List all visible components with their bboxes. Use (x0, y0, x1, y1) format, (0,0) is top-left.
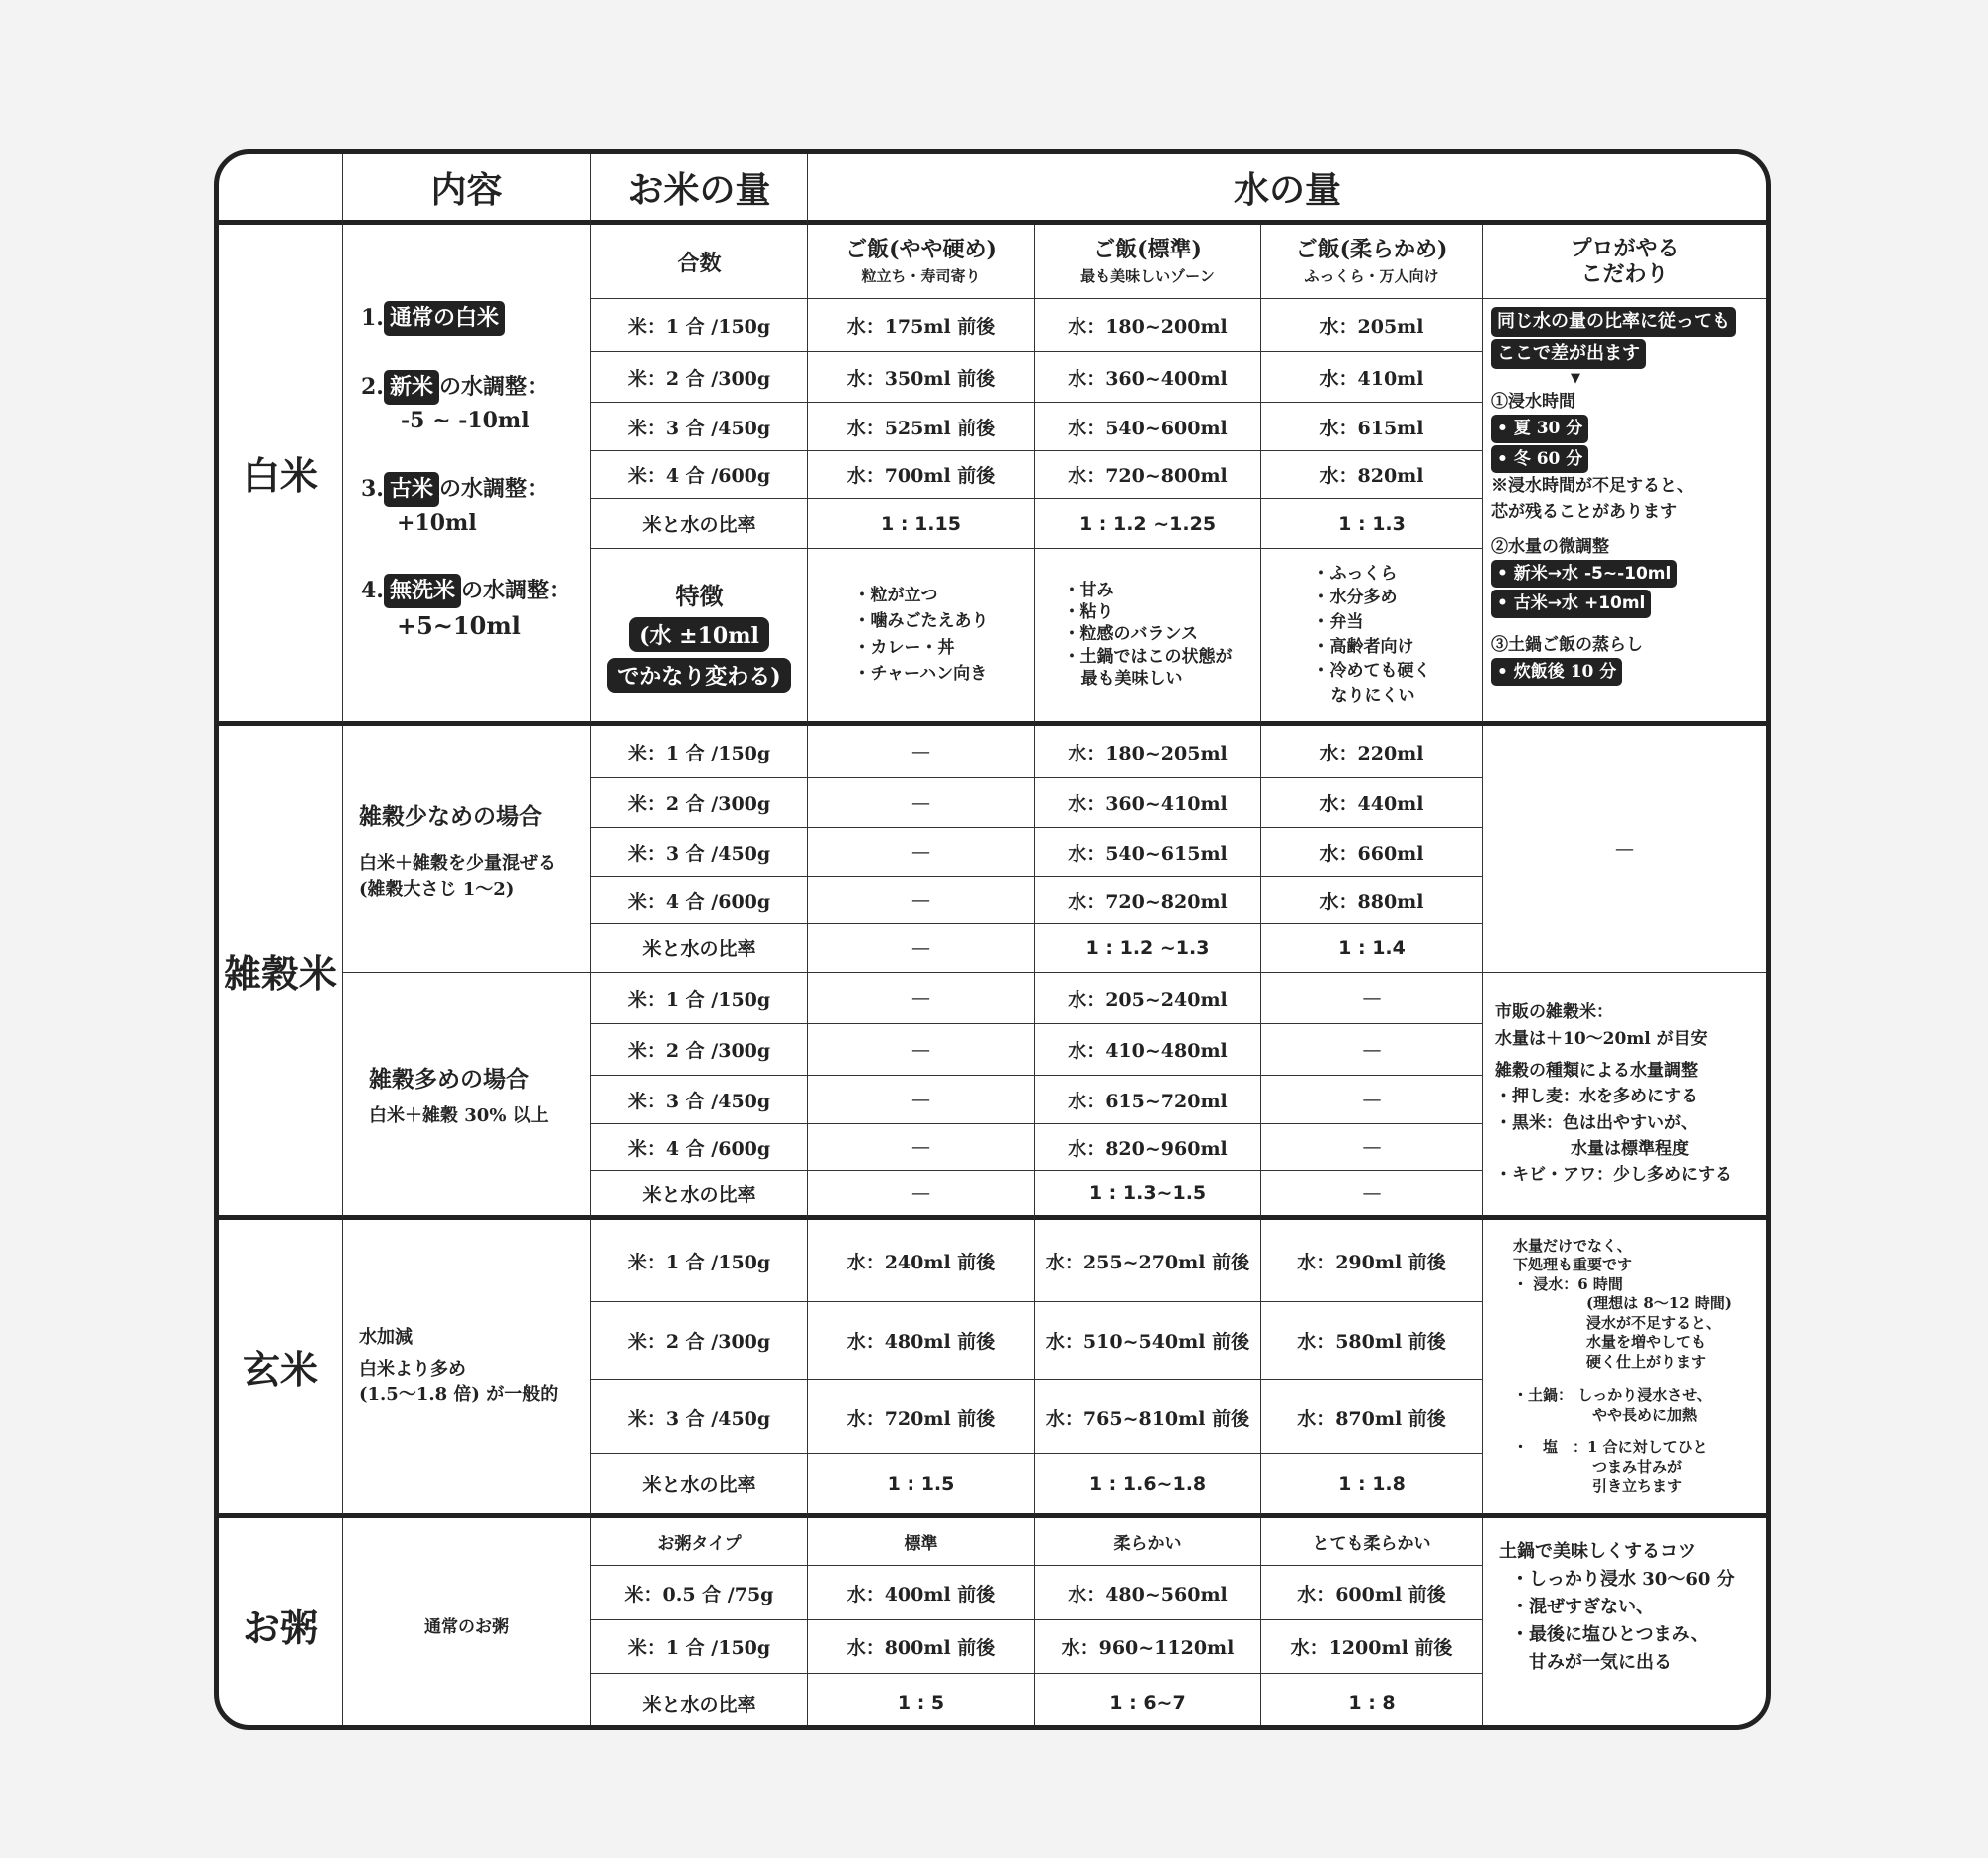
subheader-standard-title: ご飯(標準) (1093, 236, 1202, 262)
grain-low-ratio-label: 米と水の比率 (591, 924, 808, 973)
grain-high-pro (1483, 973, 1766, 1220)
feature-soft-item: ・水分多め (1312, 588, 1398, 608)
brown-ratio-standard: 1 : 1.6~1.8 (1035, 1454, 1261, 1518)
grain-high-ratio-label: 米と水の比率 (591, 1171, 808, 1220)
brown-desc-3: (1.5～1.8 倍) が一般的 (359, 1383, 559, 1405)
porridge-pro-line: 甘みが一気に出る (1529, 1651, 1672, 1673)
brown-pro-line: ・土鍋： しっかり浸水させ、 (1513, 1386, 1712, 1404)
porridge-pro-line: ・最後に塩ひとつまみ、 (1511, 1623, 1709, 1645)
grain-high-title: 雑穀多めの場合 (369, 1066, 529, 1093)
porridge-ratio-soft: 1 : 6~7 (1035, 1674, 1261, 1730)
white-item-2-value: -5 ~ -10ml (401, 408, 530, 434)
grain-high-ratio-firm: — (808, 1171, 1035, 1220)
grain-low-row-2-firm: — (808, 778, 1035, 828)
brown-pro-line: 水量だけでなく、 (1513, 1236, 1632, 1255)
features-firm-list (854, 583, 989, 687)
feature-standard-item: ・土鍋ではこの状態が (1063, 646, 1233, 667)
porridge-head-type: お粥タイプ (591, 1518, 808, 1566)
white-features-soft (1261, 549, 1483, 726)
subheader-soft (1261, 225, 1483, 299)
porridge-ratio-standard: 1 : 5 (808, 1674, 1035, 1730)
porridge-row-2-standard: 水：800ml 前後 (808, 1620, 1035, 1674)
white-pro-tips (1483, 299, 1766, 726)
grain-high-row-1-rice: 米：1 合 /150g (591, 973, 808, 1024)
porridge-pro-line: ・しっかり浸水 30～60 分 (1511, 1568, 1735, 1590)
subheader-standard-note: 最も美味しいゾーン (1080, 267, 1215, 286)
white-row-3-soft: 水：615ml (1261, 403, 1483, 451)
pro-step-3: ③土鍋ご飯の蒸らし (1491, 634, 1643, 655)
porridge-row-1-soft: 水：480~560ml (1035, 1566, 1261, 1620)
pro-summer: • 夏 30 分 (1491, 415, 1588, 442)
grain-high-row-2-standard: 水：410~480ml (1035, 1024, 1261, 1076)
brown-pro-line: (理想は 8～12 時間) (1586, 1294, 1732, 1312)
grain-pro-line: ・押し麦：水を多めにする (1495, 1087, 1698, 1107)
grain-low-ratio-standard: 1 : 1.2 ~1.3 (1035, 924, 1261, 973)
white-item-2-num: 2. (361, 374, 384, 401)
grain-high-ratio-soft: — (1261, 1171, 1483, 1220)
white-item-1-num: 1. (361, 305, 384, 332)
feature-title: 特徴 (675, 582, 724, 610)
grain-high-row-4-firm: — (808, 1124, 1035, 1171)
white-row-4-standard: 水：720~800ml (1035, 451, 1261, 499)
grain-low-content (343, 726, 591, 973)
pro-steam: • 炊飯後 10 分 (1491, 658, 1622, 686)
grain-low-row-4-rice: 米：4 合 /600g (591, 877, 808, 924)
pro-winter: • 冬 60 分 (1491, 445, 1588, 473)
grain-low-row-1-soft: 水：220ml (1261, 726, 1483, 778)
white-item-3-num: 3. (361, 475, 384, 502)
down-arrow-icon: ▼ (1571, 370, 1580, 386)
grain-low-row-4-soft: 水：880ml (1261, 877, 1483, 924)
porridge-ratio-very-soft: 1 : 8 (1261, 1674, 1483, 1730)
feature-standard-item: ・粘り (1063, 602, 1114, 623)
white-item-3 (361, 472, 549, 540)
white-item-3-rest: の水調整： (438, 475, 549, 502)
porridge-ratio-label: 米と水の比率 (591, 1674, 808, 1730)
category-white-rice: 白米 (219, 225, 343, 726)
grain-high-row-4-rice: 米：4 合 /600g (591, 1124, 808, 1171)
features-soft-list (1313, 562, 1431, 709)
porridge-row-2-very-soft: 水：1200ml 前後 (1261, 1620, 1483, 1674)
grain-high-row-2-rice: 米：2 合 /300g (591, 1024, 808, 1076)
grain-pro-line: 市販の雑穀米： (1495, 1002, 1613, 1023)
white-feature-label (591, 549, 808, 726)
grain-low-desc-1: 白米＋雑穀を少量混ぜる (359, 852, 556, 874)
grain-low-row-3-rice: 米：3 合 /450g (591, 828, 808, 877)
white-rice-content (343, 225, 591, 726)
subheader-pro: プロがやる こだわり (1483, 225, 1766, 299)
brown-row-1-firm: 水：240ml 前後 (808, 1220, 1035, 1302)
brown-row-3-firm: 水：720ml 前後 (808, 1380, 1035, 1454)
feature-firm-item: ・カレー・丼 (853, 637, 955, 658)
feature-firm-item: ・粒が立つ (853, 585, 938, 605)
brown-pro-line: ・ 浸水：6 時間 (1513, 1274, 1623, 1293)
water-ratio-table-frame (214, 149, 1771, 1730)
grain-high-row-4-soft: — (1261, 1124, 1483, 1171)
grain-pro-line: ・黒米：色は出やすいが、 (1495, 1112, 1698, 1133)
grain-high-row-1-firm: — (808, 973, 1035, 1024)
porridge-pro (1483, 1518, 1766, 1730)
subheader-standard (1035, 225, 1261, 299)
brown-row-2-standard: 水：510~540ml 前後 (1035, 1302, 1261, 1380)
grain-low-row-1-firm: — (808, 726, 1035, 778)
brown-row-2-firm: 水：480ml 前後 (808, 1302, 1035, 1380)
white-item-2-rest: の水調整： (438, 374, 549, 401)
brown-ratio-soft: 1 : 1.8 (1261, 1454, 1483, 1518)
grain-low-row-2-soft: 水：440ml (1261, 778, 1483, 828)
brown-pro-line: やや長めに加熱 (1592, 1405, 1698, 1424)
white-item-4-value: +5~10ml (397, 610, 521, 640)
brown-row-1-standard: 水：255~270ml 前後 (1035, 1220, 1261, 1302)
porridge-row-2-rice: 米：1 合 /150g (591, 1620, 808, 1674)
porridge-row-2-soft: 水：960~1120ml (1035, 1620, 1261, 1674)
white-row-2-soft: 水：410ml (1261, 352, 1483, 403)
grain-low-row-1-rice: 米：1 合 /150g (591, 726, 808, 778)
white-item-2-pill: 新米 (384, 370, 439, 405)
porridge-pro-line: ・混ぜすぎない、 (1511, 1596, 1654, 1617)
feature-firm-item: ・噛みごたえあり (853, 611, 989, 632)
grain-high-ratio-standard: 1 : 1.3~1.5 (1035, 1171, 1261, 1220)
brown-pro-line: 下処理も重要です (1513, 1256, 1633, 1273)
brown-pro-line: 浸水が不足すると、 (1586, 1313, 1722, 1332)
grain-high-row-1-soft: — (1261, 973, 1483, 1024)
white-row-4-rice: 米：4 合 /600g (591, 451, 808, 499)
pro-warn-2: 芯が残ることがあります (1491, 502, 1677, 523)
grain-low-row-4-firm: — (808, 877, 1035, 924)
white-item-1-pill: 通常の白米 (384, 301, 505, 336)
brown-row-3-standard: 水：765~810ml 前後 (1035, 1380, 1261, 1454)
white-ratio-label: 米と水の比率 (591, 499, 808, 549)
grain-high-row-3-soft: — (1261, 1076, 1483, 1124)
grain-low-pro: — (1483, 726, 1766, 973)
white-item-4-rest: の水調整： (460, 577, 571, 603)
white-row-2-firm: 水：350ml 前後 (808, 352, 1035, 403)
grain-low-row-1-standard: 水：180~205ml (1035, 726, 1261, 778)
white-item-2 (361, 370, 549, 437)
grain-low-title: 雑穀少なめの場合 (359, 802, 542, 830)
brown-row-1-soft: 水：290ml 前後 (1261, 1220, 1483, 1302)
feature-pill-1: (水 ±10ml (629, 617, 769, 652)
pro-new-rice: • 新米→水 -5~-10ml (1491, 560, 1677, 588)
feature-firm-item: ・チャーハン向き (853, 663, 988, 684)
water-ratio-table (219, 154, 1766, 1725)
header-content: 内容 (343, 154, 591, 225)
brown-ratio-label: 米と水の比率 (591, 1454, 808, 1518)
grain-high-row-2-soft: — (1261, 1024, 1483, 1076)
grain-high-row-1-standard: 水：205~240ml (1035, 973, 1261, 1024)
grain-low-desc-2: (雑穀大さじ 1～2) (359, 878, 515, 900)
feature-soft-item: ・高齢者向け (1312, 636, 1414, 657)
white-row-2-rice: 米：2 合 /300g (591, 352, 808, 403)
feature-soft-item: ・冷めても硬く (1312, 661, 1431, 682)
grain-high-row-3-firm: — (808, 1076, 1035, 1124)
white-row-3-standard: 水：540~600ml (1035, 403, 1261, 451)
grain-high-desc: 白米＋雑穀 30% 以上 (369, 1105, 549, 1126)
white-item-3-pill: 古米 (384, 472, 439, 507)
porridge-pro-line: 土鍋で美味しくするコツ (1499, 1541, 1696, 1562)
feature-standard-item: ・粒感のバランス (1063, 624, 1198, 645)
feature-standard-item: ・甘み (1063, 581, 1114, 601)
white-row-1-firm: 水：175ml 前後 (808, 299, 1035, 352)
feature-pill-2: でかなり変わる) (607, 658, 790, 693)
white-item-3-value: +10ml (397, 509, 477, 536)
brown-pro-line: つまみ甘みが (1592, 1457, 1683, 1476)
porridge-head-standard: 標準 (808, 1518, 1035, 1566)
brown-pro (1483, 1220, 1766, 1518)
grain-low-ratio-firm: — (808, 924, 1035, 973)
brown-ratio-firm: 1 : 1.5 (808, 1454, 1035, 1518)
features-standard-list (1064, 580, 1233, 689)
brown-row-3-soft: 水：870ml 前後 (1261, 1380, 1483, 1454)
pro-old-rice: • 古米→水 +10ml (1491, 590, 1651, 617)
brown-desc-1: 水加減 (359, 1327, 413, 1349)
feature-soft-item: なりにくい (1330, 685, 1415, 706)
grain-high-content (343, 973, 591, 1220)
porridge-row-1-standard: 水：400ml 前後 (808, 1566, 1035, 1620)
grain-high-row-3-standard: 水：615~720ml (1035, 1076, 1261, 1124)
subheader-firm-title: ご飯(やや硬め) (845, 236, 997, 262)
subheader-firm-note: 粒立ち・寿司寄り (861, 267, 981, 286)
subheader-soft-title: ご飯(柔らかめ) (1295, 236, 1448, 262)
grain-low-row-3-standard: 水：540~615ml (1035, 828, 1261, 877)
white-row-3-firm: 水：525ml 前後 (808, 403, 1035, 451)
white-row-2-standard: 水：360~400ml (1035, 352, 1261, 403)
grain-high-row-2-firm: — (808, 1024, 1035, 1076)
porridge-row-1-rice: 米：0.5 合 /75g (591, 1566, 808, 1620)
white-ratio-firm: 1 : 1.15 (808, 499, 1035, 549)
pro-pill-1: 同じ水の量の比率に従っても (1491, 307, 1736, 337)
brown-pro-line: 引き立ちます (1592, 1477, 1683, 1495)
grain-pro-line: 雑穀の種類による水量調整 (1495, 1060, 1698, 1081)
white-item-4-pill: 無洗米 (384, 574, 461, 608)
brown-pro-line: 硬く仕上がります (1586, 1352, 1707, 1371)
feature-standard-item: 最も美味しい (1080, 668, 1183, 689)
brown-row-2-soft: 水：580ml 前後 (1261, 1302, 1483, 1380)
white-row-1-soft: 水：205ml (1261, 299, 1483, 352)
category-grain-rice: 雑穀米 (219, 726, 343, 1220)
white-row-1-standard: 水：180~200ml (1035, 299, 1261, 352)
header-rice-amount: お米の量 (591, 154, 808, 225)
feature-soft-item: ・弁当 (1312, 611, 1364, 632)
subheader-count: 合数 (591, 225, 808, 299)
grain-pro-line: 水量は＋10～20ml が目安 (1495, 1028, 1708, 1049)
white-features-standard (1035, 549, 1261, 726)
grain-high-row-3-rice: 米：3 合 /450g (591, 1076, 808, 1124)
category-brown-rice: 玄米 (219, 1220, 343, 1518)
white-row-1-rice: 米：1 合 /150g (591, 299, 808, 352)
brown-pro-line: ・ 塩 ：1 合に対してひと (1513, 1438, 1708, 1456)
brown-pro-line: 水量を増やしても (1586, 1333, 1707, 1351)
white-ratio-standard: 1 : 1.2 ~1.25 (1035, 499, 1261, 549)
white-features-firm (808, 549, 1035, 726)
brown-desc-2: 白米より多め (359, 1359, 466, 1381)
grain-low-ratio-soft: 1 : 1.4 (1261, 924, 1483, 973)
white-row-4-soft: 水：820ml (1261, 451, 1483, 499)
grain-low-row-4-standard: 水：720~820ml (1035, 877, 1261, 924)
white-item-1 (361, 301, 505, 336)
subheader-soft-note: ふっくら・万人向け (1304, 267, 1439, 286)
pro-warn-1: ※浸水時間が不足すると、 (1491, 475, 1694, 496)
pro-step-2: ②水量の微調整 (1491, 536, 1609, 557)
white-row-4-firm: 水：700ml 前後 (808, 451, 1035, 499)
white-item-4 (361, 574, 571, 644)
category-porridge: お粥 (219, 1518, 343, 1730)
pro-step-1: ①浸水時間 (1491, 391, 1575, 412)
header-water-amount: 水の量 (808, 154, 1766, 225)
brown-row-1-rice: 米：1 合 /150g (591, 1220, 808, 1302)
white-ratio-soft: 1 : 1.3 (1261, 499, 1483, 549)
corner-cell (219, 154, 343, 225)
grain-pro-line: ・キビ・アワ：少し多めにする (1495, 1165, 1732, 1186)
grain-low-row-2-standard: 水：360~410ml (1035, 778, 1261, 828)
grain-low-row-3-soft: 水：660ml (1261, 828, 1483, 877)
white-item-4-num: 4. (361, 577, 384, 603)
brown-row-3-rice: 米：3 合 /450g (591, 1380, 808, 1454)
grain-pro-line: 水量は標準程度 (1571, 1139, 1689, 1160)
feature-soft-item: ・ふっくら (1312, 563, 1398, 584)
pro-pill-2: ここで差が出ます (1491, 339, 1646, 369)
grain-low-row-2-rice: 米：2 合 /300g (591, 778, 808, 828)
porridge-head-very-soft: とても柔らかい (1261, 1518, 1483, 1566)
brown-content (343, 1220, 591, 1518)
grain-high-row-4-standard: 水：820~960ml (1035, 1124, 1261, 1171)
white-row-3-rice: 米：3 合 /450g (591, 403, 808, 451)
grain-low-row-3-firm: — (808, 828, 1035, 877)
brown-row-2-rice: 米：2 合 /300g (591, 1302, 808, 1380)
porridge-content: 通常のお粥 (343, 1518, 591, 1730)
subheader-firm (808, 225, 1035, 299)
porridge-row-1-very-soft: 水：600ml 前後 (1261, 1566, 1483, 1620)
porridge-head-soft: 柔らかい (1035, 1518, 1261, 1566)
